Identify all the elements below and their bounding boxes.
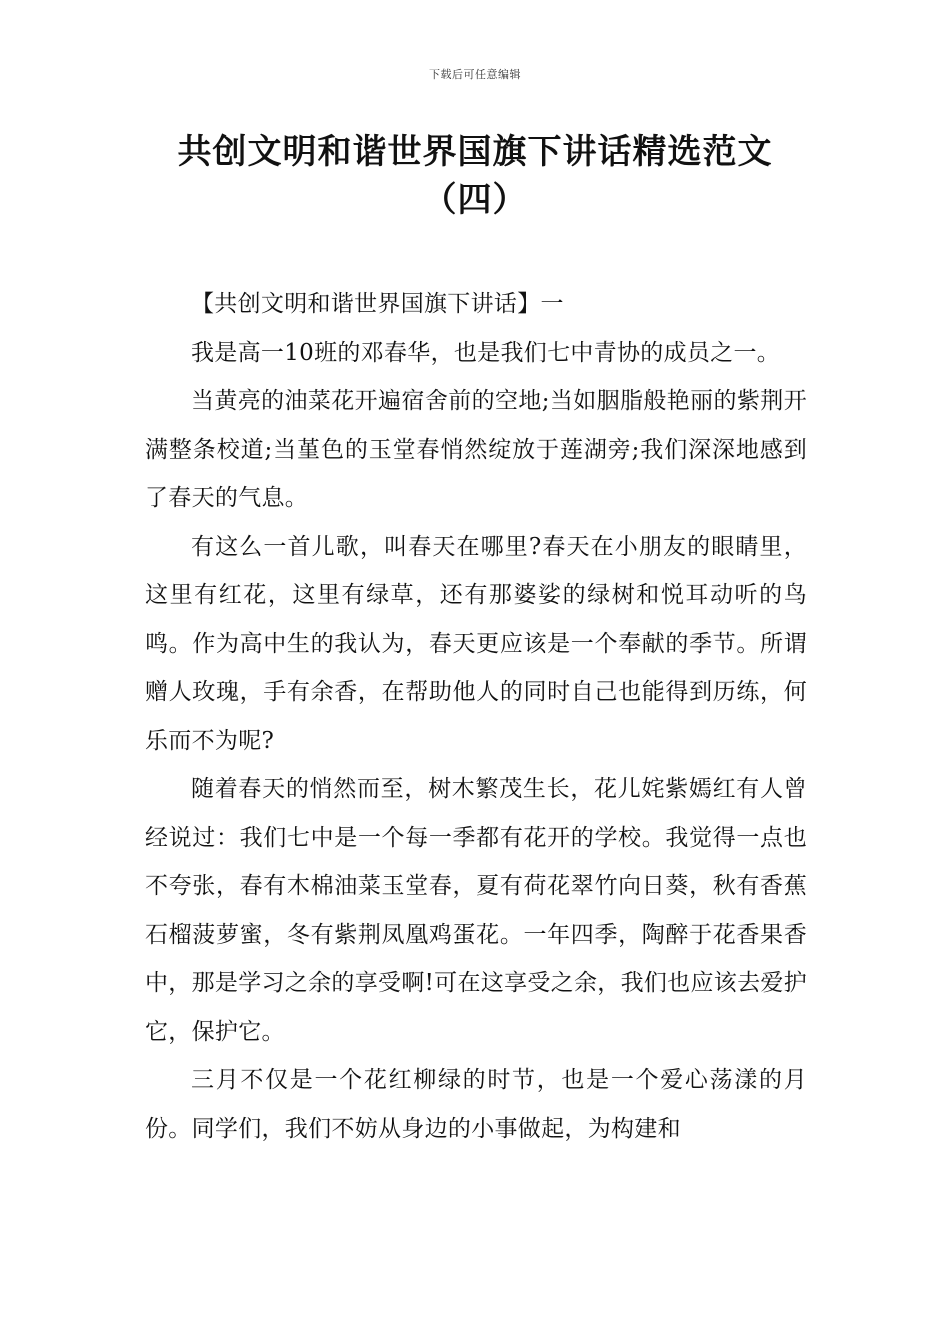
paragraph: 当黄亮的油菜花开遍宿舍前的空地;当如胭脂般艳丽的紫荆开满整条校道;当堇色的玉堂春悄然绽放于莲湖旁;我们深深地感到了春天的气息。 bbox=[145, 388, 807, 511]
paragraph: 我是高一10班的邓春华，也是我们七中青协的成员之一。 bbox=[191, 339, 781, 366]
paragraph-section-heading: 【共创文明和谐世界国旗下讲话】一 bbox=[191, 291, 564, 317]
document-body bbox=[145, 280, 807, 1153]
title-line-2: （四） bbox=[422, 180, 528, 220]
paragraph: 有这么一首儿歌，叫春天在哪里?春天在小朋友的眼睛里，这里有红花，这里有绿草，还有那婆娑的绿树和悦耳动听的鸟鸣。作为高中生的我认为，春天更应该是一个奉献的季节。所谓赠人玫瑰，手有余香，在帮助他人的同时自己也能得到历练，何乐而不为呢? bbox=[145, 533, 807, 754]
header-note: 下载后可任意编辑 bbox=[429, 68, 521, 81]
paragraph: 三月不仅是一个花红柳绿的时节，也是一个爱心荡漾的月份。同学们，我们不妨从身边的小事做起，为构建和 bbox=[145, 1067, 807, 1142]
document-title bbox=[120, 128, 830, 224]
title-line-1: 共创文明和谐世界国旗下讲话精选范文 bbox=[177, 132, 773, 172]
paragraph: 随着春天的悄然而至，树木繁茂生长，花儿姹紫嫣红有人曾经说过：我们七中是一个每一季都有花开的学校。我觉得一点也不夸张，春有木棉油菜玉堂春，夏有荷花翠竹向日葵，秋有香蕉石榴菠萝蜜，冬有紫荆凤凰鸡蛋花。一年四季，陶醉于花香果香中，那是学习之余的享受啊!可在这享受之余，我们也应该去爱护它，保护它。 bbox=[145, 776, 807, 1045]
